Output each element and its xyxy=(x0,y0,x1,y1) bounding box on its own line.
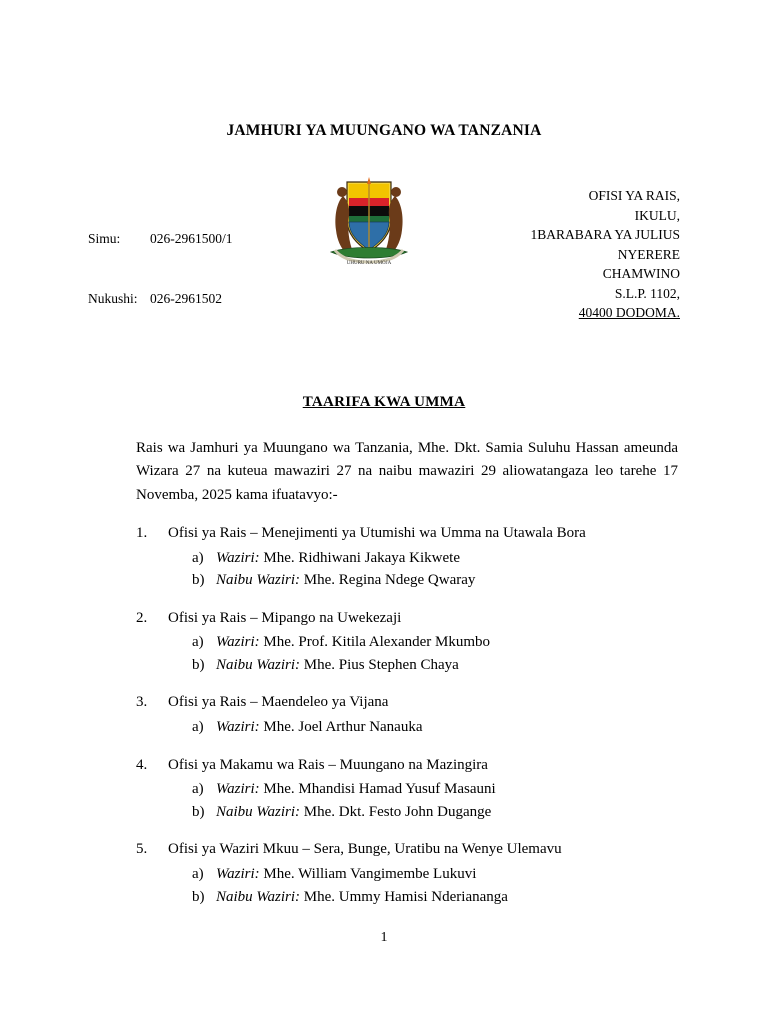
official-role: Waziri: xyxy=(216,781,260,798)
ministry-heading xyxy=(136,692,680,714)
official-name: Mhe. Ummy Hamisi Nderiananga xyxy=(300,888,508,905)
official-name: Mhe. Mhandisi Hamad Yusuf Masauni xyxy=(259,781,496,798)
ministry-name: Ofisi ya Makamu wa Rais – Muungano na Mazingira xyxy=(168,756,488,773)
official-role: Naibu Waziri: xyxy=(216,803,301,820)
official-text xyxy=(216,778,496,801)
phone-label: Simu: xyxy=(88,230,121,246)
official-entry xyxy=(192,654,680,677)
coat-of-arms-icon xyxy=(317,166,421,268)
phone-line xyxy=(88,229,233,249)
list-item xyxy=(136,755,680,824)
official-letter: b) xyxy=(192,656,205,673)
ministry-name: Ofisi ya Waziri Mkuu – Sera, Bunge, Uratibu na Wenye Ulemavu xyxy=(168,841,562,858)
official-entry xyxy=(192,778,680,801)
official-text xyxy=(216,801,491,824)
official-role: Waziri: xyxy=(216,866,260,882)
list-item xyxy=(136,608,680,677)
official-text xyxy=(216,569,475,592)
fax-line xyxy=(88,289,233,309)
ministry-name: Ofisi ya Rais – Mipango na Uwekezaji xyxy=(168,609,402,626)
official-text xyxy=(216,716,423,739)
ministry-name: Ofisi ya Rais – Menejimenti ya Utumishi wa Umma na Utawala Bora xyxy=(168,524,586,541)
official-letter: a) xyxy=(192,549,204,566)
official-letter: b) xyxy=(192,888,205,905)
official-text xyxy=(216,654,459,677)
official-name: Mhe. William Vangimembe Lukuvi xyxy=(259,866,477,882)
official-name: Mhe. Pius Stephen Chaya xyxy=(300,656,459,673)
fax-label: Nukushi: xyxy=(88,291,138,307)
official-entry xyxy=(192,547,680,570)
official-letter: a) xyxy=(192,634,204,651)
ministry-number: 4. xyxy=(136,756,148,773)
official-role: Naibu Waziri: xyxy=(216,656,301,673)
official-role: Naibu Waziri: xyxy=(216,888,301,905)
address-line-5: S.L.P. 1102, xyxy=(614,285,680,301)
ministry-heading xyxy=(136,839,680,861)
official-entry xyxy=(192,863,680,886)
officials-list xyxy=(136,547,680,592)
page-content xyxy=(88,0,680,1024)
official-entry xyxy=(192,801,680,824)
address-line-3: NYERERE xyxy=(617,246,680,262)
svg-text:UHURU NA UMOJA: UHURU NA UMOJA xyxy=(346,261,391,266)
official-name: Mhe. Dkt. Festo John Dugange xyxy=(300,803,492,820)
notice-title: TAARIFA KWA UMMA xyxy=(302,394,466,410)
official-role: Waziri: xyxy=(216,549,260,566)
ministry-heading xyxy=(136,755,680,777)
officials-list xyxy=(136,778,680,823)
intro-paragraph: Rais wa Jamhuri ya Muungano wa Tanzania, Mhe. Dkt. Samia Suluhu Hassan ameunda Wizara 27 na kuteua mawaziri 27 na naibu mawaziri 29 aliowatangaza leo tarehe 17 Novemba, 2025 kama ifuatavyo:- xyxy=(136,440,678,503)
ministry-number: 5. xyxy=(136,841,148,858)
address-block xyxy=(505,166,680,323)
address-line-4: CHAMWINO xyxy=(602,266,680,282)
official-text xyxy=(216,547,460,570)
ministry-name: Ofisi ya Rais – Maendeleo ya Vijana xyxy=(168,694,389,711)
official-name: Mhe. Ridhiwani Jakaya Kikwete xyxy=(259,549,460,566)
official-letter: a) xyxy=(192,781,204,798)
official-letter: a) xyxy=(192,719,204,735)
ministry-number: 2. xyxy=(136,609,148,626)
official-letter: b) xyxy=(192,803,205,820)
page-number: 1 xyxy=(380,930,388,945)
phone-value: 026-2961500/1 xyxy=(150,230,233,246)
contact-block xyxy=(88,166,233,350)
list-item xyxy=(136,839,680,908)
official-role: Waziri: xyxy=(216,634,260,651)
list-item xyxy=(136,692,680,738)
ministry-heading xyxy=(136,523,680,545)
address-line-0: OFISI YA RAIS, xyxy=(588,188,680,203)
official-letter: a) xyxy=(192,866,204,882)
ministry-number: 3. xyxy=(136,694,148,711)
fax-value: 026-2961502 xyxy=(150,291,222,307)
officials-list xyxy=(136,863,680,908)
officials-list xyxy=(136,716,680,739)
official-role: Waziri: xyxy=(216,719,260,735)
letterhead xyxy=(88,166,680,350)
address-city: 40400 DODOMA. xyxy=(578,305,680,321)
address-line-2: 1BARABARA YA JULIUS xyxy=(530,227,680,243)
official-entry xyxy=(192,716,680,739)
official-letter: b) xyxy=(192,572,205,588)
official-entry xyxy=(192,886,680,909)
official-role: Naibu Waziri: xyxy=(216,572,301,588)
official-text xyxy=(216,886,508,909)
official-name: Mhe. Joel Arthur Nanauka xyxy=(259,719,423,735)
official-text xyxy=(216,863,476,886)
official-name: Mhe. Regina Ndege Qwaray xyxy=(300,572,476,588)
official-name: Mhe. Prof. Kitila Alexander Mkumbo xyxy=(259,634,491,651)
ministry-heading xyxy=(136,608,680,630)
official-entry xyxy=(192,569,680,592)
list-item xyxy=(136,523,680,592)
official-entry xyxy=(192,631,680,654)
address-line-1: IKULU, xyxy=(634,207,680,223)
ministry-number: 1. xyxy=(136,524,148,541)
officials-list xyxy=(136,631,680,676)
official-text xyxy=(216,631,490,654)
ministries-list xyxy=(88,523,680,908)
page-title: JAMHURI YA MUUNGANO WA TANZANIA xyxy=(226,122,542,139)
